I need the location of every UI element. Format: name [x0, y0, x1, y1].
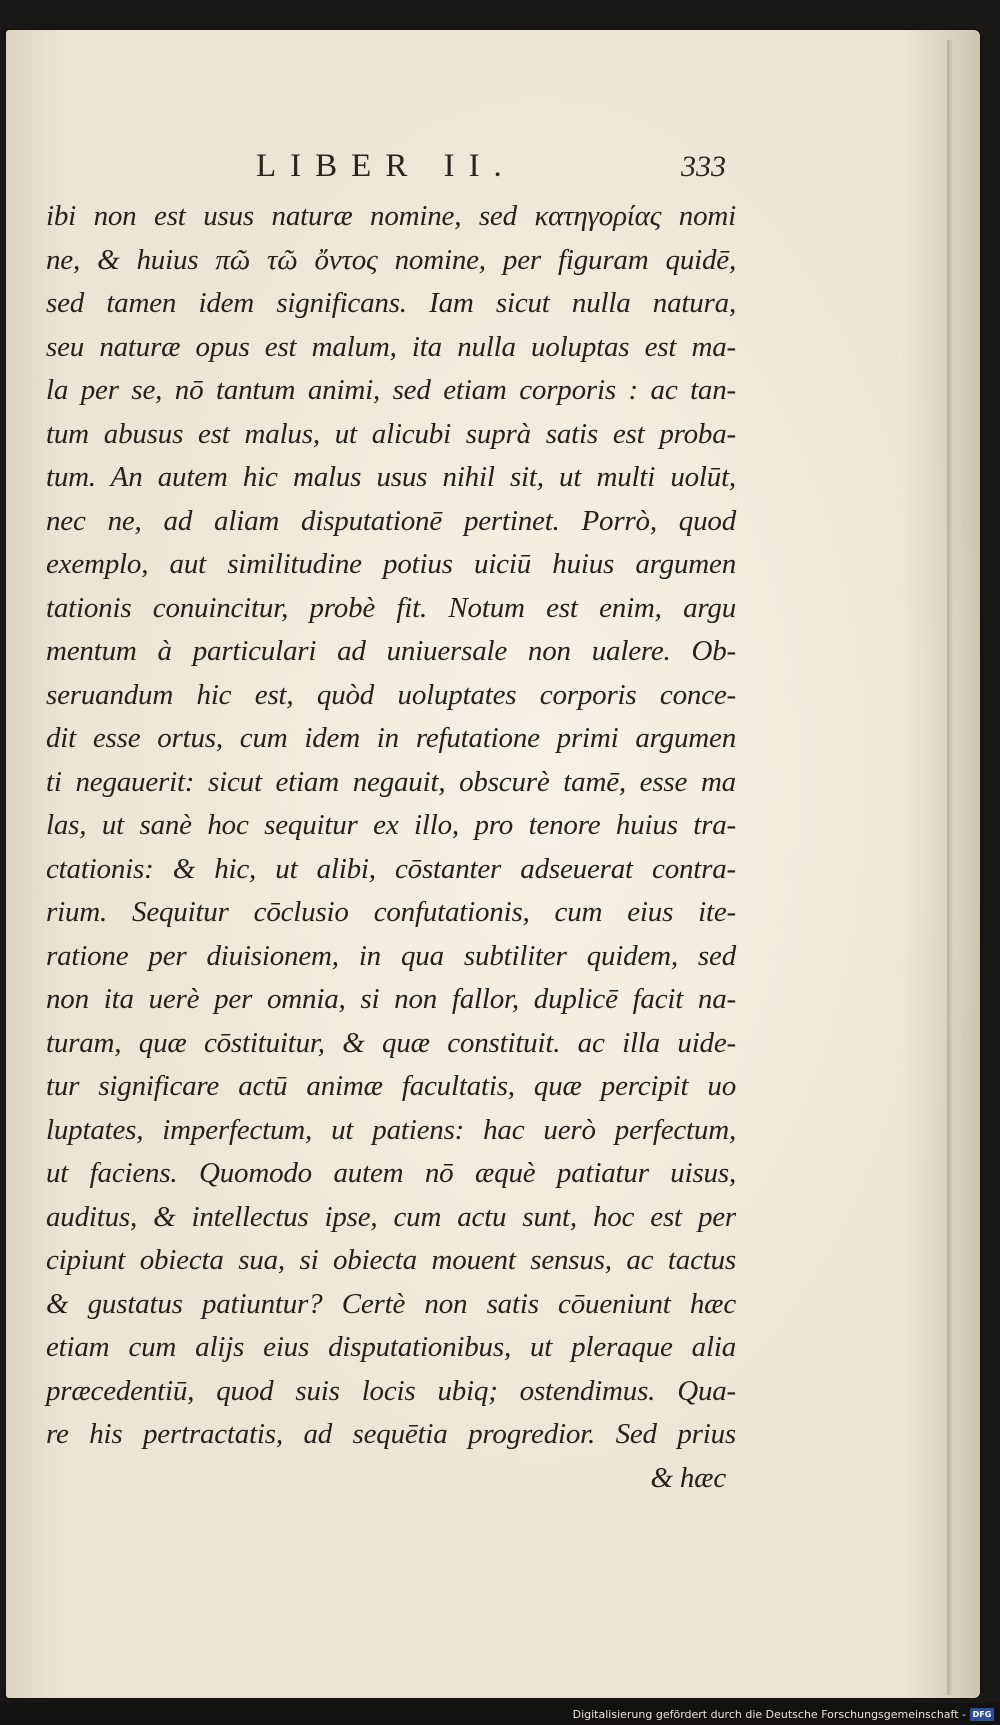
text-line: la per se, nō tantum animi, sed etiam corporis : ac tan-: [46, 374, 736, 406]
text-line: & gustatus patiuntur? Certè non satis cōueniunt hæc: [46, 1287, 736, 1320]
page-number: 333: [681, 150, 726, 183]
page-edge-shadow: [947, 40, 953, 1695]
text-line: tationis conuincitur, probè fit. Notum est enim, argu: [46, 591, 736, 624]
body-text: [46, 195, 736, 1500]
text-line: tum. An autem hic malus usus nihil sit, ut multi uolūt,: [46, 461, 736, 493]
text-line: las, ut sanè hoc sequitur ex illo, pro tenore huius tra-: [46, 809, 736, 841]
book-page: [6, 30, 980, 1698]
text-line: cipiunt obiecta sua, si obiecta mouent sensus, ac tactus: [46, 1244, 736, 1276]
text-line: sed tamen idem significans. Iam sicut nulla natura,: [46, 287, 736, 319]
text-line: rium. Sequitur cōclusio confutationis, cum eius ite-: [46, 896, 736, 928]
running-head: LIBER II.: [256, 148, 516, 184]
text-line: re his pertractatis, ad sequētia progredior. Sed prius: [46, 1418, 736, 1450]
text-line: mentum à particulari ad uniuersale non ualere. Ob-: [46, 635, 736, 667]
text-line: luptates, imperfectum, ut patiens: hac uerò perfectum,: [46, 1113, 736, 1146]
text-line: tum abusus est malus, ut alicubi suprà satis est proba-: [46, 417, 736, 450]
text-line: tur significare actū animæ facultatis, quæ percipit uo: [46, 1070, 736, 1102]
text-line: etiam cum alijs eius disputationibus, ut pleraque alia: [46, 1331, 736, 1363]
text-line: præcedentiū, quod suis locis ubiq; ostendimus. Qua-: [46, 1374, 736, 1407]
text-line: ibi non est usus naturæ nomine, sed κατηγορίας nomi: [46, 200, 736, 232]
text-line: ratione per diuisionem, in qua subtiliter quidem, sed: [46, 939, 736, 972]
catchword: & hæc: [650, 1461, 726, 1494]
text-line: non ita uerè per omnia, si non fallor, duplicē facit na-: [46, 983, 736, 1015]
text-line: exemplo, aut similitudine potius uiciū huius argumen: [46, 548, 736, 580]
text-line: ctationis: & hic, ut alibi, cōstanter adseuerat contra-: [46, 852, 736, 885]
text-line: ne, & huius πῶ τῶ ὄντος nomine, per figuram quidē,: [46, 243, 736, 276]
text-line: dit esse ortus, cum idem in refutatione primi argumen: [46, 722, 736, 754]
funding-credit: Digitalisierung gefördert durch die Deutsche Forschungsgemeinschaft -: [572, 1708, 966, 1721]
text-line: seu naturæ opus est malum, ita nulla uoluptas est ma-: [46, 330, 736, 363]
text-line: ut faciens. Quomodo autem nō æquè patiatur uisus,: [46, 1157, 736, 1189]
text-line: seruandum hic est, quòd uoluptates corporis conce-: [46, 678, 736, 711]
dfg-logo: DFG: [970, 1708, 994, 1721]
text-line: auditus, & intellectus ipse, cum actu sunt, hoc est per: [46, 1200, 736, 1233]
text-line: turam, quæ cōstituitur, & quæ constituit. ac illa uide-: [46, 1026, 736, 1059]
text-line: nec ne, ad aliam disputationē pertinet. Porrò, quod: [46, 504, 736, 537]
text-line: ti negauerit: sicut etiam negauit, obscurè tamē, esse ma: [46, 765, 736, 798]
digitization-footer: [0, 1703, 1000, 1725]
